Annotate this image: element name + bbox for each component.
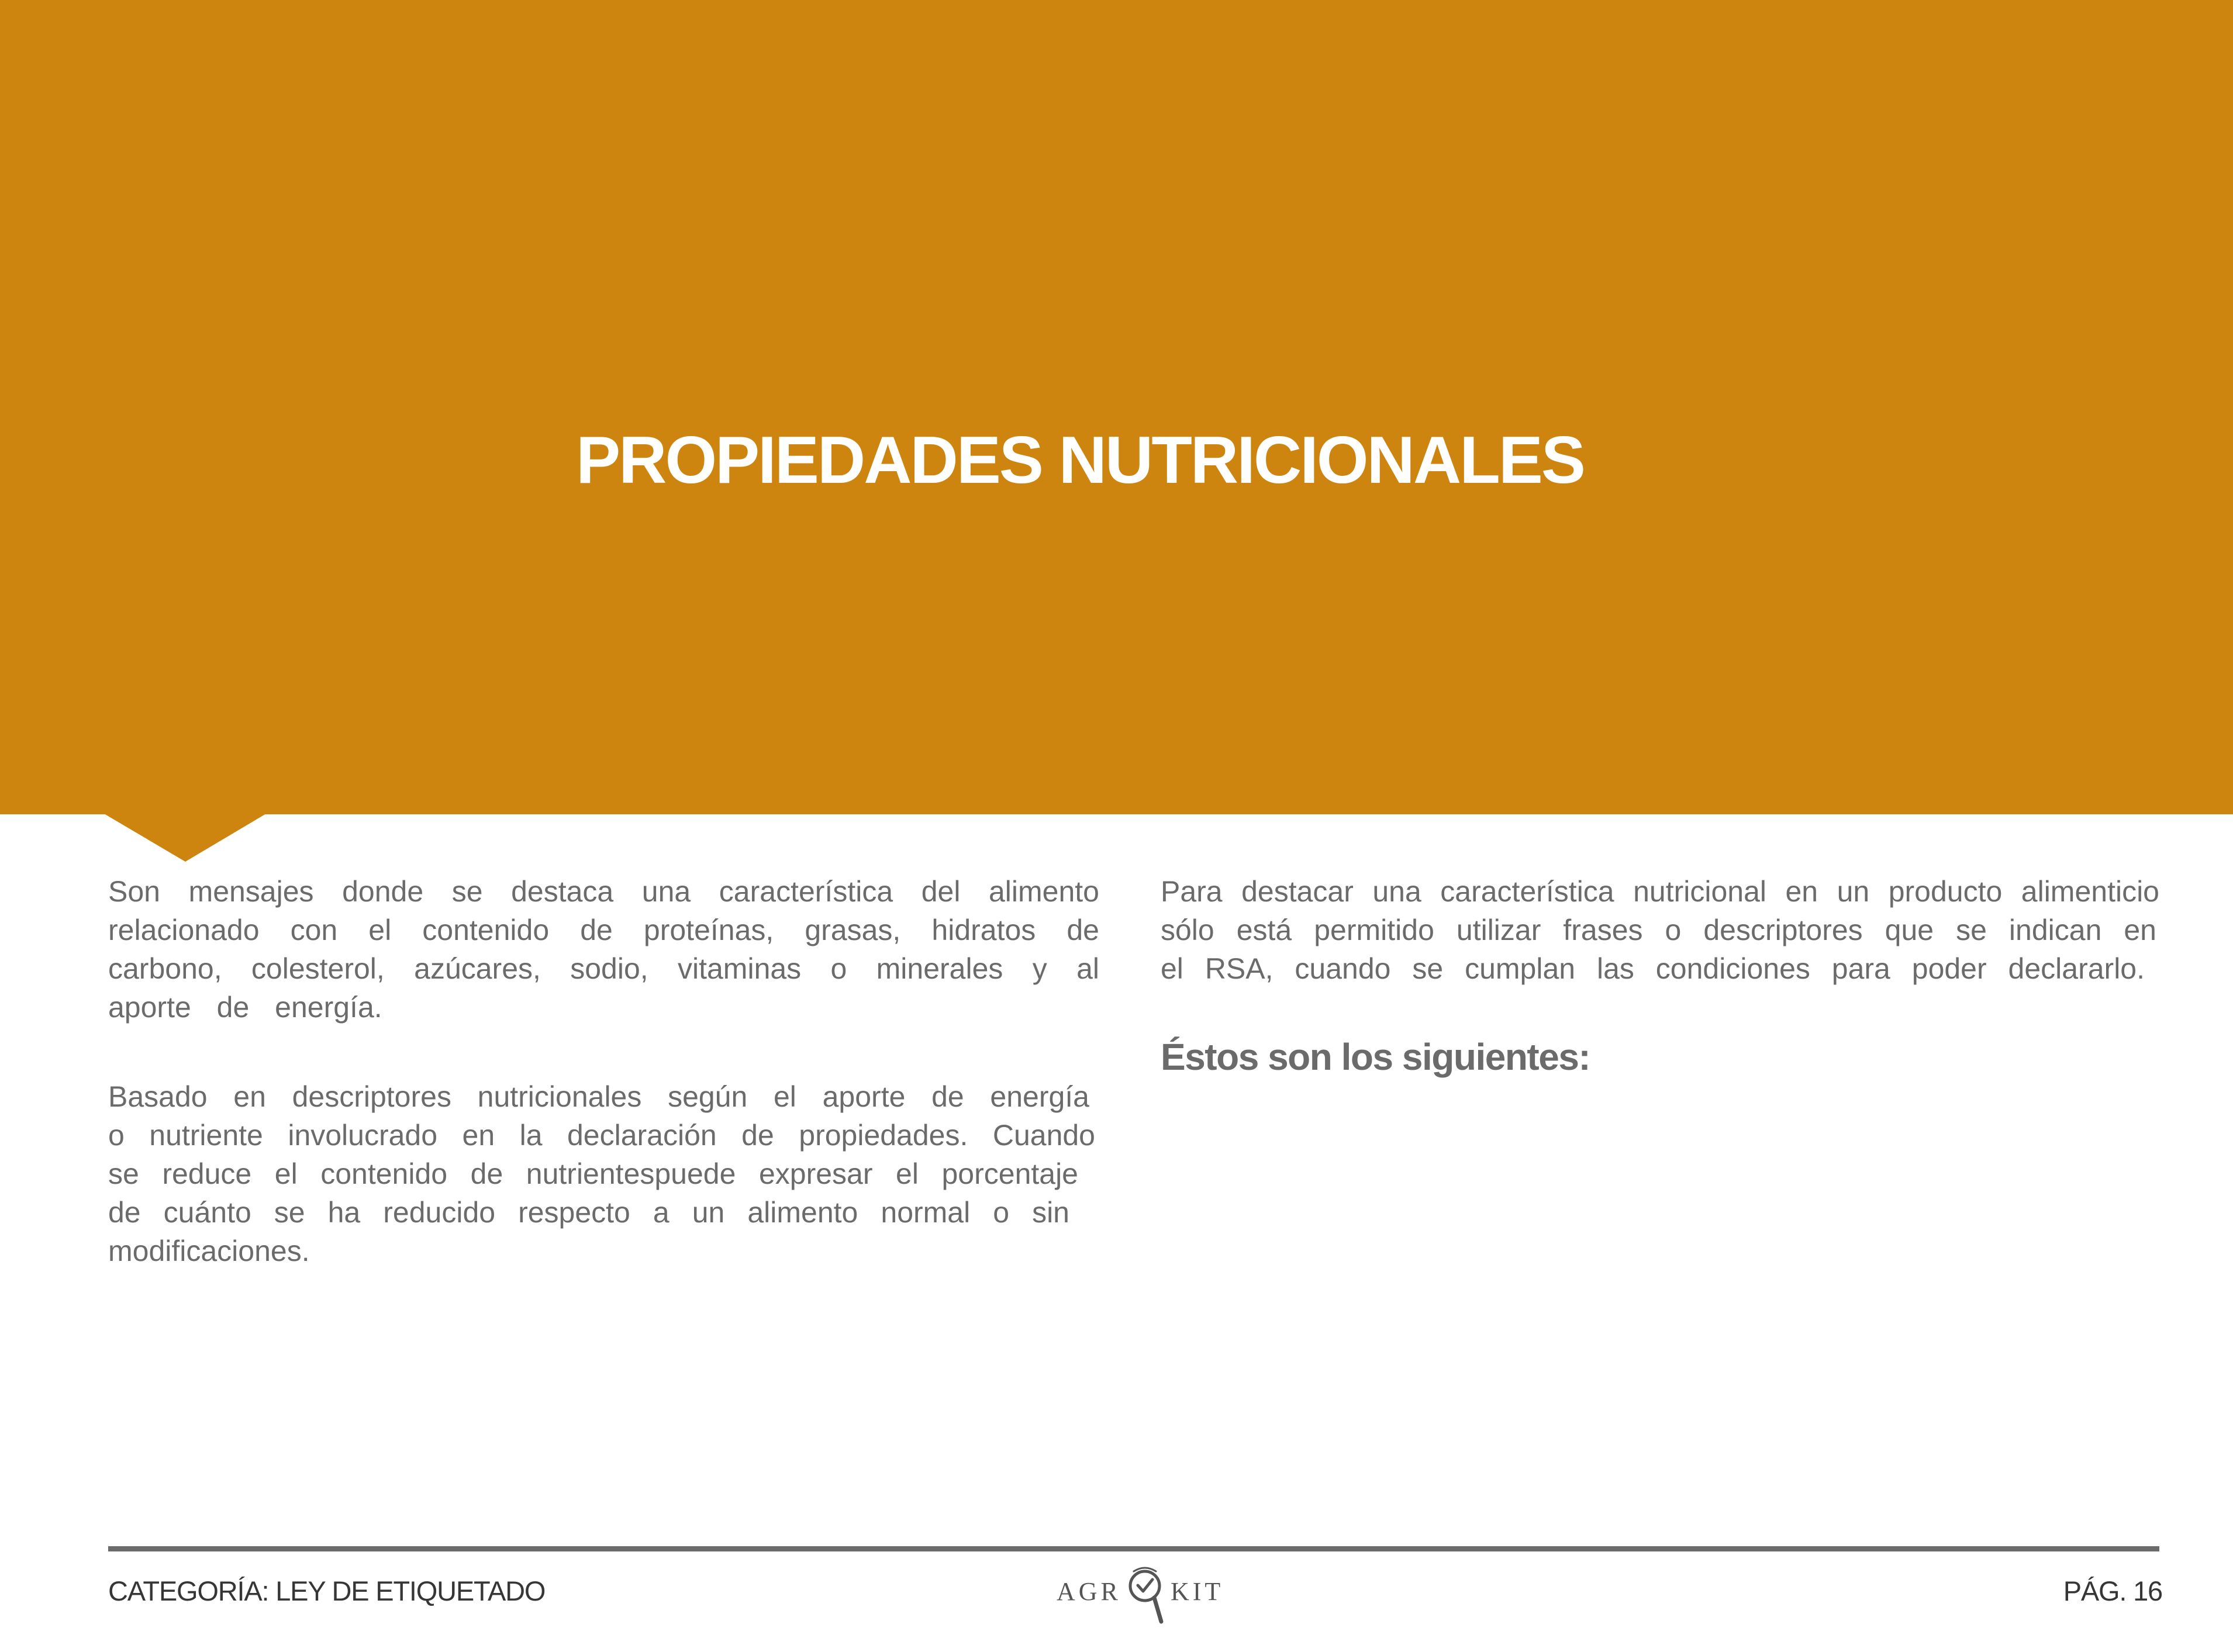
page-title: PROPIEDADES NUTRICIONALES [576, 423, 1584, 497]
rsa-paragraph [1161, 872, 2159, 988]
text-line: aporte de energía. [108, 991, 382, 1024]
intro-paragraph [108, 872, 1099, 1027]
page-number: PÁG. 16 [2063, 1575, 2162, 1606]
logo-text-prefix: AGR [1057, 1577, 1121, 1606]
text-line: o nutriente involucrado en la declaración de propiedades. Cuando [108, 1119, 1095, 1152]
text-line: Para destacar una característica nutricional en un producto alimenticio [1161, 875, 2159, 908]
text-line: carbono, colesterol, azúcares, sodio, vitaminas o minerales y al [108, 952, 1099, 985]
text-line: Son mensajes donde se destaca una característica del alimento [108, 875, 1099, 908]
text-line: modificaciones. [108, 1235, 310, 1267]
text-line: sólo está permitido utilizar frases o descriptores que se indican en [1161, 914, 2156, 946]
text-line: Basado en descriptores nutricionales según el aporte de energía [108, 1080, 1089, 1113]
list-heading: Éstos son los siguientes: [1161, 1036, 1590, 1078]
descriptors-paragraph [108, 1077, 1095, 1270]
text-line: de cuánto se ha reducido respecto a un alimento normal o sin [108, 1196, 1069, 1229]
footer-divider [108, 1546, 2159, 1551]
magnifier-check-icon [1121, 1562, 1171, 1626]
header-band [0, 0, 2233, 814]
header-pointer [104, 814, 266, 862]
footer-category: CATEGORÍA: LEY DE ETIQUETADO [108, 1575, 546, 1606]
text-line: relacionado con el contenido de proteínas, grasas, hidratos de [108, 914, 1099, 946]
text-line: el RSA, cuando se cumplan las condiciones para poder declararlo. [1161, 952, 2145, 985]
logo-text-suffix: KIT [1171, 1577, 1224, 1606]
text-line: se reduce el contenido de nutrientespuede expresar el porcentaje [108, 1157, 1078, 1190]
